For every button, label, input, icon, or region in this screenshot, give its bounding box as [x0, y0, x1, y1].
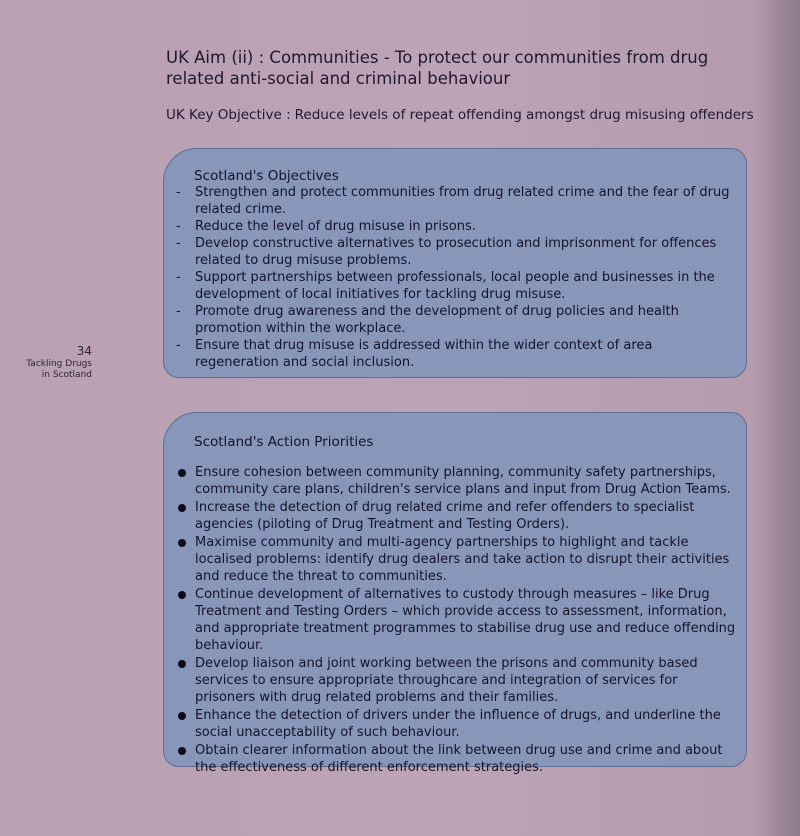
objective-text: Develop constructive alternatives to prosecution and imprisonment for offences related to drug misuse problems.	[195, 236, 717, 268]
priority-text: Maximise community and multi-agency partnerships to highlight and tackle localised problems: identify drug dealers and take action to disrupt their activities and reduce the threat to communities.	[195, 535, 730, 584]
page-number: 34	[76, 344, 92, 358]
objectives-panel	[163, 148, 747, 378]
dash-bullet: -	[176, 185, 181, 200]
key-objective-text: Reduce levels of repeat offending amongst drug misusing offenders	[294, 107, 754, 123]
key-objective-label: UK Key Objective :	[166, 107, 291, 123]
dash-bullet: -	[176, 304, 181, 319]
margin-note	[26, 343, 92, 381]
priority-text: Enhance the detection of drivers under the influence of drugs, and underline the social unacceptability of such behaviour.	[195, 708, 721, 740]
bullet-dot-icon	[178, 712, 186, 720]
objectives-title: Scotland's Objectives	[194, 168, 339, 184]
objective-text: Promote drug awareness and the development of drug policies and health promotion within the workplace.	[195, 304, 679, 336]
objective-item	[174, 184, 736, 218]
priority-item	[174, 707, 736, 741]
priority-text: Ensure cohesion between community planning, community safety partnerships, community care plans, children's service plans and input from Drug Action Teams.	[195, 465, 731, 497]
dash-bullet: -	[176, 338, 181, 353]
objective-text: Reduce the level of drug misuse in prisons.	[195, 219, 476, 234]
margin-line-2: in Scotland	[41, 370, 92, 380]
objective-text: Ensure that drug misuse is addressed within the wider context of area regeneration and social inclusion.	[195, 338, 653, 370]
objective-item	[174, 269, 736, 303]
dash-bullet: -	[176, 219, 181, 234]
dash-bullet: -	[176, 270, 181, 285]
objective-text: Strengthen and protect communities from drug related crime and the fear of drug related crime.	[195, 185, 730, 217]
objective-item	[174, 303, 736, 337]
dash-bullet: -	[176, 236, 181, 251]
priority-text: Continue development of alternatives to custody through measures – like Drug Treatment and Testing Orders – which provide access to assessment, information, and appropriate treatment programmes to stabilise drug use and reduce offending behaviour.	[195, 587, 736, 653]
priority-item	[174, 464, 736, 498]
bullet-dot-icon	[178, 469, 186, 477]
objective-item	[174, 235, 736, 269]
priority-text: Obtain clearer information about the link between drug use and crime and about the effectiveness of different enforcement strategies.	[195, 743, 723, 775]
bullet-dot-icon	[178, 539, 186, 547]
priority-text: Develop liaison and joint working between the prisons and community based services to ensure appropriate throughcare and integration of services for prisoners with drug related problems and their families.	[195, 656, 698, 705]
priorities-title: Scotland's Action Priorities	[194, 434, 374, 450]
objective-item	[174, 337, 736, 371]
priority-item	[174, 742, 736, 776]
priority-item	[174, 586, 736, 654]
priority-item	[174, 655, 736, 706]
margin-line-1: Tackling Drugs	[26, 359, 92, 369]
objective-text: Support partnerships between professionals, local people and businesses in the development of local initiatives for tackling drug misuse.	[195, 270, 715, 302]
priority-text: Increase the detection of drug related crime and refer offenders to specialist agencies (piloting of Drug Treatment and Testing Orders).	[195, 500, 695, 532]
aim-heading: UK Aim (ii) : Communities - To protect our communities from drug related anti-social and criminal behaviour	[166, 48, 709, 88]
objective-item	[174, 218, 736, 235]
bullet-dot-icon	[178, 504, 186, 512]
priorities-panel	[163, 412, 747, 775]
bullet-dot-icon	[178, 591, 186, 599]
priority-item	[174, 499, 736, 533]
bullet-dot-icon	[178, 660, 186, 668]
objectives-list	[174, 184, 736, 371]
key-objective	[166, 107, 766, 123]
priority-item	[174, 534, 736, 585]
bullet-dot-icon	[178, 747, 186, 755]
priorities-list	[174, 464, 736, 777]
